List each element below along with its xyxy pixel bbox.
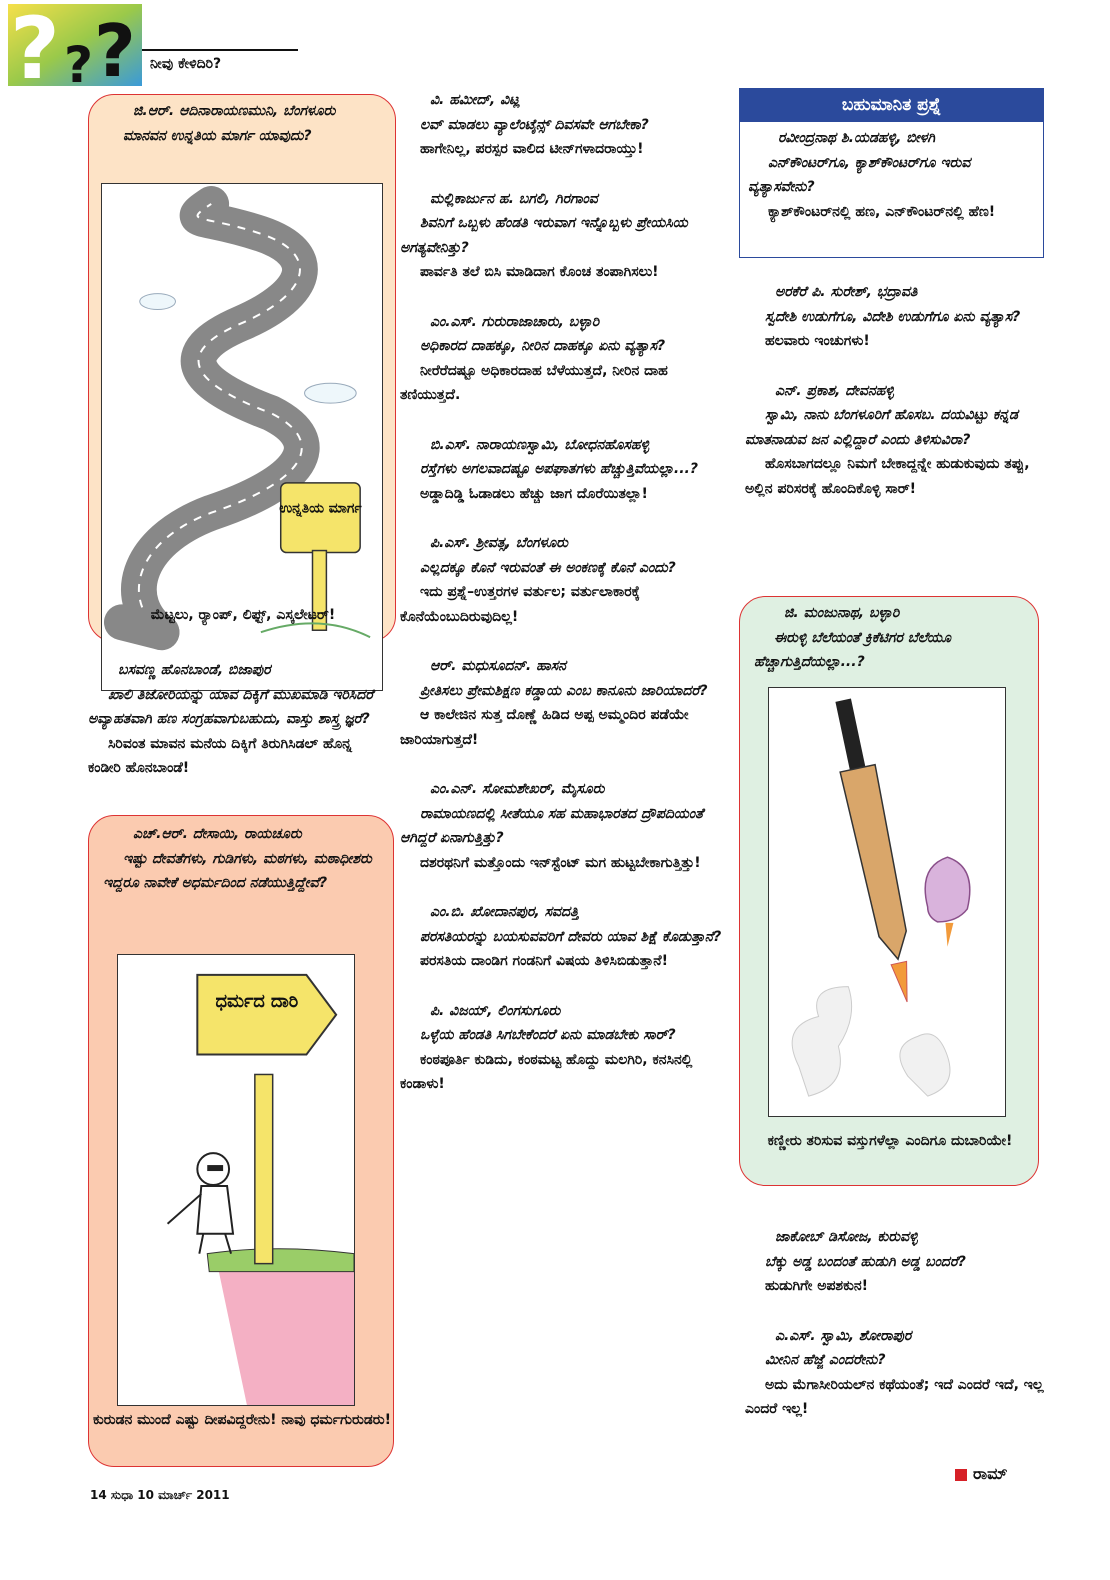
question-text: ಮೀನಿನ ಹೆಜ್ಜೆ ಎಂದರೇನು?: [765, 1352, 886, 1368]
answer-text: ಹಲವಾರು ಇಂಚುಗಳು!: [765, 333, 870, 349]
qa-item: [88, 658, 388, 781]
asker-name: ಜಿ.ಆರ್. ಆದಿನಾರಾಯಣಮುನಿ, ಬೆಂಗಳೂರು: [133, 103, 336, 119]
question-text: ಶಿವನಿಗೆ ಒಬ್ಬಳು ಹೆಂಡತಿ ಇರುವಾಗ ಇನ್ನೊಬ್ಬಳು ಪ್ರೇಯಸಿಯ ಅಗತ್ಯವೇನಿತ್ತು?: [400, 215, 688, 256]
qa-item: [400, 654, 728, 752]
column-title: ನೀವು ಕೇಳಿದಿರಿ?: [150, 56, 222, 72]
answer-text: ಕುರುಡನ ಮುಂದೆ ಎಷ್ಟು ದೀಪವಿದ್ದರೇನು! ನಾವು ಧರ್ಮಗುರುಡರು!: [92, 1412, 392, 1428]
question-text: ಎನ್‌ಕೌಂಟರ್‌ಗೂ, ಕ್ಯಾಶ್‌ಕೌಂಟರ್‌ಗೂ ಇರುವ ವ್ಯತ್ಯಾಸವೇನು?: [748, 154, 971, 195]
cartoon-dharma-path: [117, 954, 355, 1406]
qa-item: [745, 1225, 1045, 1299]
asker-name: ಆರ್. ಮಧುಸೂದನ್. ಹಾಸನ: [430, 658, 566, 674]
qa-card-2: [88, 815, 394, 1467]
question-text: ಒಳ್ಳೆಯ ಹೆಂಡತಿ ಸಿಗಬೇಕೆಂದರೆ ಏನು ಮಾಡಬೇಕು ಸಾರ್?: [420, 1027, 676, 1043]
author-credit: [955, 1464, 1008, 1484]
featured-question-heading: ಬಹುಮಾನಿತ ಪ್ರಶ್ನೆ: [739, 88, 1044, 122]
question-marks-logo: [8, 4, 142, 86]
asker-name: ಎಚ್.ಆರ್. ದೇಸಾಯಿ, ರಾಯಚೂರು: [133, 826, 302, 842]
qa-item: [745, 1324, 1045, 1422]
qa-card-3: [739, 596, 1039, 1186]
asker-name: ಎನ್. ಪ್ರಕಾಶ, ದೇವನಹಳ್ಳಿ: [775, 382, 894, 399]
answer-text: ಹಾಗೇನಿಲ್ಲ, ಪರಸ್ಪರ ವಾಲಿದ ಟೀನ್‌ಗಳಾದರಾಯ್ತು!: [420, 141, 644, 157]
qa-item: [745, 280, 1045, 354]
asker-name: ಎಂ.ಎಸ್. ಗುರುರಾಜಾಚಾರು, ಬಳ್ಳಾರಿ: [430, 313, 600, 330]
qa-column-right-bottom: [745, 1225, 1045, 1447]
asker-name: ಎಂ.ಬಿ. ಖೋದಾನಪುರ, ಸವದತ್ತಿ: [430, 904, 579, 920]
answer-text: ಇದು ಪ್ರಶ್ನೆ–ಉತ್ತರಗಳ ವರ್ತುಲ; ವರ್ತುಲಾಕಾರಕ್ಕೆ ಕೊನೆಯೆಂಬುದಿರುವುದಿಲ್ಲ!: [400, 584, 640, 625]
answer-text: ಅದು ಮೆಗಾಸೀರಿಯಲ್‌ನ ಕಥೆಯಂತೆ; ಇದೆ ಎಂದರೆ ಇದೆ, ಇಲ್ಲ ಎಂದರೆ ಇಲ್ಲ!: [745, 1376, 1044, 1417]
qa-item: [400, 531, 728, 629]
asker-name: ಪಿ. ವಿಜಯ್, ಲಿಂಗಸುಗೂರು: [430, 1002, 561, 1019]
question-text: ಅಧಿಕಾರದ ದಾಹಕ್ಕೂ, ನೀರಿನ ದಾಹಕ್ಕೂ ಏನು ವ್ಯತ್ಯಾಸ?: [420, 338, 666, 354]
svg-text:?: ?: [10, 4, 60, 86]
asker-name: ಅರಕೆರೆ ಪಿ. ಸುರೇಶ್, ಭದ್ರಾವತಿ: [775, 284, 918, 300]
qa-item: [400, 310, 728, 408]
svg-text:?: ?: [64, 36, 94, 86]
question-text: ಮಾನವನ ಉನ್ನತಿಯ ಮಾರ್ಗ ಯಾವುದು?: [123, 127, 312, 144]
qa-item: [400, 900, 728, 974]
author-name: ರಾಮ್: [973, 1464, 1008, 1483]
answer-text: ಆ ಕಾಲೇಜಿನ ಸುತ್ತ ದೊಣ್ಣೆ ಹಿಡಿದ ಅಪ್ಪ ಅಮ್ಮಂದಿರ ಪಡೆಯೇ ಜಾರಿಯಾಗುತ್ತದೆ!: [400, 707, 689, 748]
question-text: ಖಾಲಿ ತಿಜೋರಿಯನ್ನು ಯಾವ ದಿಕ್ಕಿಗೆ ಮುಖಮಾಡಿ ಇರಿಸಿದರೆ ಅವ್ಯಾಹತವಾಗಿ ಹಣ ಸಂಗ್ರಹವಾಗುಬಹುದು, ವಾಸ್ತು ಶಾಸ್ತ್ರ ಜ್ಞರೆ?: [88, 686, 374, 727]
answer-text: ಮೆಟ್ಟಲು, ರ್‍ಯಾಂಪ್, ಲಿಫ್ಟ್, ಎಸ್ಕಲೇಟರ್!: [150, 607, 336, 623]
answer-text: ಪಾರ್ವತಿ ತಲೆ ಬಿಸಿ ಮಾಡಿದಾಗ ಕೊಂಚ ತಂಪಾಗಿಸಲು!: [420, 264, 659, 280]
asker-name: ವಿ. ಹಮೀದ್, ವಿಟ್ಲ: [430, 92, 520, 108]
red-square-icon: [955, 1469, 967, 1481]
asker-name: ಜಾಕೋಬ್ ಡಿಸೋಜ, ಕುರುವಳ್ಳಿ: [775, 1229, 918, 1245]
header-rule: [142, 49, 298, 51]
road-sign-text: ಧರ್ಮದ ದಾರಿ: [215, 990, 299, 1012]
answer-text: ಕಣ್ಣೀರು ತರಿಸುವ ವಸ್ತುಗಳೆಲ್ಲಾ ಎಂದಿಗೂ ದುಬಾರಿಯೇ!: [767, 1133, 1013, 1149]
answer-text: ಕಂಠಪೂರ್ತಿ ಕುಡಿದು, ಕಂಠಮಟ್ಟ ಹೊದ್ದು ಮಲಗಿರಿ, ಕನಸಿನಲ್ಲಿ ಕಂಡಾಳು!: [400, 1051, 693, 1092]
answer-text: ಹುಡುಗಿಗೇ ಅಪಶಕುನ!: [765, 1278, 869, 1294]
featured-question-box: [739, 122, 1044, 258]
qa-item: [400, 88, 728, 162]
question-text: ಪರಸತಿಯರನ್ನು ಬಯಸುವವರಿಗೆ ದೇವರು ಯಾವ ಶಿಕ್ಷೆ ಕೊಡುತ್ತಾನೆ?: [420, 928, 722, 945]
qa-card-1: [88, 94, 396, 642]
question-text: ಈರುಳ್ಳಿ ಬೆಲೆಯಂತೆ ಕ್ರಿಕೆಟಿಗರ ಬೆಲೆಯೂ ಹೆಚ್ಚಾಗುತ್ತಿದೆಯಲ್ಲಾ...?: [754, 629, 951, 670]
answer-text: ಕ್ಯಾಶ್‌ಕೌಂಟರ್‌ನಲ್ಲಿ ಹಣ, ಎನ್‌ಕೌಂಟರ್‌ನಲ್ಲಿ ಹೆಣ!: [768, 203, 996, 220]
question-text: ಇಷ್ಟು ದೇವತೆಗಳು, ಗುಡಿಗಳು, ಮಠಗಳು, ಮಠಾಧೀಶರು ಇದ್ದರೂ ನಾವೇಕೆ ಅಧರ್ಮದಿಂದ ನಡೆಯುತ್ತಿದ್ದೇವೆ?: [103, 850, 372, 891]
asker-name: ಮಲ್ಲಿಕಾರ್ಜುನ ಹ. ಬಗಲಿ, ಗಿರಗಾಂವ: [430, 190, 598, 207]
question-text: ಎಲ್ಲದಕ್ಕೂ ಕೊನೆ ಇರುವಂತೆ ಈ ಅಂಕಣಕ್ಕೆ ಕೊನೆ ಎಂದು?: [420, 559, 676, 576]
asker-name: ರವೀಂದ್ರನಾಥ ಶಿ.ಯಡಹಳ್ಳಿ, ಬೀಳಗಿ: [778, 130, 935, 146]
answer-text: ಅಡ್ಡಾದಿಡ್ಡಿ ಓಡಾಡಲು ಹೆಚ್ಚು ಜಾಗ ದೊರೆಯಿತಲ್ಲಾ!: [420, 485, 648, 502]
answer-text: ನೀರೆರೆದಷ್ಟೂ ಅಧಿಕಾರದಾಹ ಬೆಳೆಯುತ್ತದೆ, ನೀರಿನ ದಾಹ ತಣಿಯುತ್ತದೆ.: [400, 362, 668, 403]
road-sign-text: ಉನ್ನತಿಯ ಮಾರ್ಗ: [279, 500, 362, 517]
question-text: ರಸ್ತೆಗಳು ಅಗಲವಾದಷ್ಟೂ ಅಪಘಾತಗಳು ಹೆಚ್ಚುತ್ತಿವೆಯಲ್ಲಾ...?: [420, 461, 698, 477]
qa-item: [745, 379, 1045, 502]
svg-text:?: ?: [94, 9, 136, 86]
question-text: ರಾಮಾಯಣದಲ್ಲಿ ಸೀತೆಯೂ ಸಹ ಮಹಾಭಾರತದ ದ್ರೌಪದಿಯಂತೆ ಆಗಿದ್ದರೆ ಏನಾಗುತ್ತಿತ್ತು?: [400, 805, 704, 846]
asker-name: ಜಿ. ಮಂಜುನಾಥ, ಬಳ್ಳಾರಿ: [784, 605, 900, 621]
answer-text: ಹೊಸಬಾಗದಲ್ಲೂ ನಿಮಗೆ ಬೇಕಾದ್ದನ್ನೇ ಹುಡುಕುವುದು ತಪ್ಪು, ಅಲ್ಲಿನ ಪರಿಸರಕ್ಕೆ ಹೊಂದಿಕೊಳ್ಳಿ ಸಾರ್!: [745, 456, 1030, 497]
asker-name: ಬಸವಣ್ಣ ಹೊನಬಾಂಡೆ, ಬಿಜಾಪುರ: [118, 662, 271, 678]
cartoon-bat-onion-rocket: [768, 687, 1006, 1117]
qa-item: [400, 187, 728, 285]
qa-item: [400, 999, 728, 1097]
asker-name: ಬಿ.ಎಸ್. ನಾರಾಯಣಸ್ವಾಮಿ, ಬೋಧನಹೊಸಹಳ್ಳಿ: [430, 436, 650, 453]
qa-column-right-top: [745, 280, 1045, 526]
qa-item: [400, 433, 728, 507]
asker-name: ಎಂ.ಎನ್. ಸೋಮಶೇಖರ್, ಮೈಸೂರು: [430, 781, 605, 797]
page-footer: 14 ಸುಧಾ 10 ಮಾರ್ಚ್ 2011: [90, 1488, 230, 1502]
asker-name: ಎ.ಎಸ್. ಸ್ವಾಮಿ, ಶೋರಾಪುರ: [775, 1327, 912, 1344]
answer-text: ಸಿರಿವಂತ ಮಾವನ ಮನೆಯ ದಿಕ್ಕಿಗೆ ತಿರುಗಿಸಿಡಲ್ ಹೊನ್ನ ಕಂಡೀರಿ ಹೊನಬಾಂಡೆ!: [88, 735, 352, 776]
qa-item: [400, 777, 728, 875]
question-text: ಸ್ವಾಮಿ, ನಾನು ಬೆಂಗಳೂರಿಗೆ ಹೊಸಬ. ದಯವಿಟ್ಟು ಕನ್ನಡ ಮಾತನಾಡುವ ಜನ ಎಲ್ಲಿದ್ದಾರೆ ಎಂದು ತಿಳಿಸುವಿರಾ?: [745, 407, 1018, 448]
question-text: ಬೆಕ್ಕು ಅಡ್ಡ ಬಂದಂತೆ ಹುಡುಗಿ ಅಡ್ಡ ಬಂದರೆ?: [765, 1253, 966, 1270]
asker-name: ಪಿ.ಎಸ್. ಶ್ರೀವತ್ಸ, ಬೆಂಗಳೂರು: [430, 535, 568, 551]
question-text: ಸ್ವದೇಶಿ ಉಡುಗೆಗೂ, ವಿದೇಶಿ ಉಡುಗೆಗೂ ಏನು ವ್ಯತ್ಯಾಸ?: [765, 308, 1021, 325]
answer-text: ಪರಸತಿಯ ದಾಂಡಿಗ ಗಂಡನಿಗೆ ವಿಷಯ ತಿಳಿಸಿಬಿಡುತ್ತಾನೆ!: [420, 953, 669, 969]
question-text: ಪ್ರೀತಿಸಲು ಪ್ರೇಮಶಿಕ್ಷಣ ಕಡ್ಡಾಯ ಎಂಬ ಕಾನೂನು ಜಾರಿಯಾದರೆ?: [420, 682, 708, 699]
qa-column-middle: [400, 88, 728, 1122]
answer-text: ದಶರಥನಿಗೆ ಮತ್ತೊಂದು ಇನ್‌ಸ್ಟೆಂಟ್ ಮಗ ಹುಟ್ಟಬೇಕಾಗುತ್ತಿತ್ತು!: [420, 854, 701, 871]
question-text: ಲವ್ ಮಾಡಲು ವ್ಯಾಲೆಂಟೈನ್ಸ್ ದಿವಸವೇ ಆಗಬೇಕಾ?: [420, 116, 649, 133]
